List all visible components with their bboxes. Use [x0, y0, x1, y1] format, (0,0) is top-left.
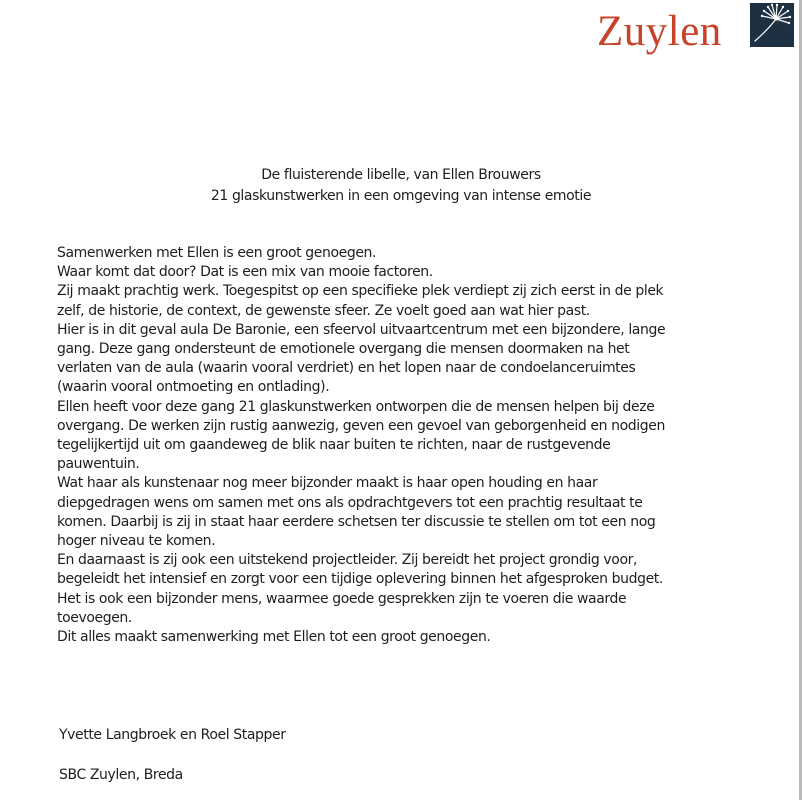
body-line: Hier is in dit geval aula De Baronie, een sfeervol uitvaartcentrum met een bijzondere, lange: [57, 321, 666, 338]
signature-names: Yvette Langbroek en Roel Stapper: [59, 727, 286, 743]
body-line: gang. Deze gang ondersteunt de emotionele overgang die mensen doormaken na het: [57, 341, 630, 358]
body-line: begeleidt het intensief en zorgt voor een tijdige oplevering binnen het afgesproken budget.: [57, 571, 663, 588]
body-line: Het is ook een bijzonder mens, waarmee goede gesprekken zijn te voeren die waarde: [57, 590, 627, 607]
body-line: En daarnaast is zij ook een uitstekend projectleider. Zij bereidt het project grondig voor,: [57, 552, 638, 569]
body-line: Dit alles maakt samenwerking met Ellen tot een groot genoegen.: [57, 629, 491, 646]
body-line: toevoegen.: [57, 609, 132, 626]
brand-logo: [750, 3, 794, 47]
body-line: (waarin vooral ontmoeting en ontlading).: [57, 379, 330, 396]
body-line: Waar komt dat door? Dat is een mix van mooie factoren.: [57, 264, 433, 281]
body-line: hoger niveau te komen.: [57, 533, 216, 550]
dandelion-seed-icon: [750, 3, 794, 47]
body-line: diepgedragen wens om samen met ons als opdrachtgevers tot een prachtig resultaat te: [57, 494, 643, 511]
body-line: zelf, de historie, de context, de gewenste sfeer. Ze voelt goed aan wat hier past.: [57, 302, 590, 319]
letter-body: [57, 244, 792, 647]
brand-wordmark: Zuylen: [597, 8, 722, 55]
body-line: overgang. De werken zijn rustig aanwezig, geven een gevoel van geborgenheid en nodigen: [57, 417, 665, 434]
body-line: komen. Daarbij is zij in staat haar eerdere schetsen ter discussie te stellen om tot een nog: [57, 513, 656, 530]
body-line: Wat haar als kunstenaar nog meer bijzonder maakt is haar open houding en haar: [57, 475, 598, 492]
body-line: pauwentuin.: [57, 456, 140, 473]
document-heading: [0, 165, 802, 207]
heading-subtitle: 21 glaskunstwerken in een omgeving van intense emotie: [210, 188, 592, 204]
body-line: tegelijkertijd uit om gaandeweg de blik naar buiten te richten, naar de rustgevende: [57, 437, 611, 454]
body-line: Ellen heeft voor deze gang 21 glaskunstwerken ontworpen die de mensen helpen bij deze: [57, 398, 655, 415]
body-line: verlaten van de aula (waarin vooral verdriet) en het lopen naar de condoelanceruimtes: [57, 360, 636, 377]
body-line: Samenwerken met Ellen is een groot genoegen.: [57, 245, 377, 261]
heading-title: De fluisterende libelle, van Ellen Brouwers: [261, 167, 541, 183]
signature-organization: SBC Zuylen, Breda: [59, 767, 183, 783]
body-line: Zij maakt prachtig werk. Toegespitst op een specifieke plek verdiept zij zich eerst in de plek: [57, 283, 664, 300]
